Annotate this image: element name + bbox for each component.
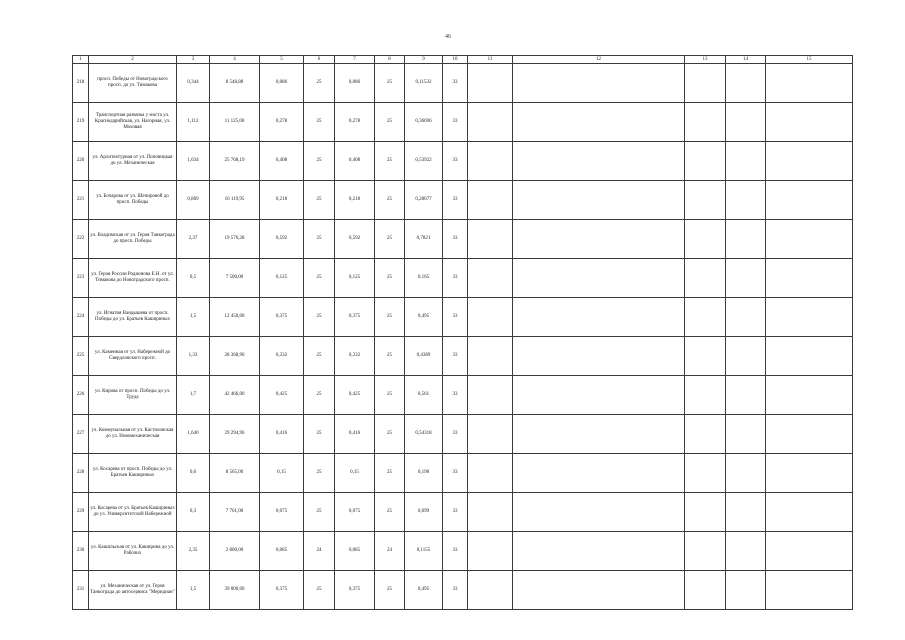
cell-c10: 33: [443, 298, 468, 337]
cell-c7: 0,218: [335, 181, 375, 220]
column-header-4: 4: [210, 56, 260, 64]
cell-c9: 0,28677: [405, 181, 443, 220]
cell-c3: 0,6: [177, 454, 210, 493]
cell-c8: 25: [375, 103, 405, 142]
cell-empty-11: [468, 337, 513, 376]
cell-c10: 33: [443, 493, 468, 532]
cell-c6: 25: [304, 493, 335, 532]
cell-c10: 33: [443, 571, 468, 610]
cell-c7: 0,086: [335, 64, 375, 103]
cell-empty-13: [685, 181, 726, 220]
cell-empty-12: [513, 259, 685, 298]
cell-c9: 0,11532: [405, 64, 443, 103]
column-header-5: 5: [260, 56, 304, 64]
table-row: [73, 493, 853, 532]
cell-c9: 0,54318: [405, 415, 443, 454]
cell-c10: 33: [443, 181, 468, 220]
cell-num: 222: [73, 220, 89, 259]
cell-empty-13: [685, 259, 726, 298]
cell-c4: 25 768,19: [210, 142, 260, 181]
table-row: [73, 259, 853, 298]
cell-empty-12: [513, 532, 685, 571]
cell-empty-13: [685, 415, 726, 454]
cell-empty-11: [468, 493, 513, 532]
cell-empty-15: [766, 532, 853, 571]
cell-num: 230: [73, 532, 89, 571]
cell-empty-11: [468, 220, 513, 259]
table-row: [73, 181, 853, 220]
table-row: [73, 298, 853, 337]
cell-c6: 25: [304, 103, 335, 142]
cell-c4: 28 368,90: [210, 337, 260, 376]
cell-empty-11: [468, 376, 513, 415]
cell-c5: 0,375: [260, 298, 304, 337]
cell-name: ул. Косарева от ул. Братьев Кашириных до ул. Университетской Набережной: [89, 493, 177, 532]
cell-empty-13: [685, 532, 726, 571]
cell-c9: 0,099: [405, 493, 443, 532]
cell-empty-14: [726, 376, 766, 415]
cell-empty-15: [766, 493, 853, 532]
cell-empty-11: [468, 415, 513, 454]
cell-empty-12: [513, 103, 685, 142]
cell-name: ул. Кашильская от ул. Каширина до ул. Рабочих: [89, 532, 177, 571]
column-header-8: 8: [375, 56, 405, 64]
cell-c4: 7 761,00: [210, 493, 260, 532]
cell-empty-13: [685, 493, 726, 532]
cell-c6: 25: [304, 64, 335, 103]
cell-empty-13: [685, 376, 726, 415]
cell-c9: 0,198: [405, 454, 443, 493]
cell-c4: 42 466,00: [210, 376, 260, 415]
cell-empty-12: [513, 571, 685, 610]
cell-empty-11: [468, 64, 513, 103]
cell-c10: 33: [443, 142, 468, 181]
cell-empty-12: [513, 376, 685, 415]
table-row: [73, 220, 853, 259]
cell-empty-14: [726, 493, 766, 532]
cell-c5: 0,075: [260, 493, 304, 532]
cell-empty-15: [766, 571, 853, 610]
cell-c3: 2,35: [177, 532, 210, 571]
cell-name: ул. Архитектурная от ул. Поповицкая до ул. Механическая: [89, 142, 177, 181]
cell-num: 227: [73, 415, 89, 454]
cell-c8: 25: [375, 571, 405, 610]
cell-empty-12: [513, 181, 685, 220]
cell-empty-12: [513, 64, 685, 103]
cell-c9: 0,4389: [405, 337, 443, 376]
cell-c8: 25: [375, 493, 405, 532]
cell-empty-14: [726, 298, 766, 337]
cell-c6: 25: [304, 376, 335, 415]
column-header-15: 15: [766, 56, 853, 64]
cell-c5: 0,278: [260, 103, 304, 142]
cell-c5: 0,125: [260, 259, 304, 298]
column-header-6: 6: [304, 56, 335, 64]
cell-c10: 33: [443, 532, 468, 571]
cell-name: ул. Механическая от ул. Героя Танкограда до автосервиса "Меридиан": [89, 571, 177, 610]
cell-c6: 25: [304, 415, 335, 454]
cell-empty-11: [468, 103, 513, 142]
cell-empty-14: [726, 220, 766, 259]
table-row: [73, 376, 853, 415]
cell-c7: 0,085: [335, 532, 375, 571]
cell-c4: 29 294,96: [210, 415, 260, 454]
cell-c7: 0,425: [335, 376, 375, 415]
table-row: [73, 64, 853, 103]
data-table: [72, 55, 853, 610]
cell-c9: 0,36696: [405, 103, 443, 142]
cell-c6: 25: [304, 337, 335, 376]
cell-c3: 0,869: [177, 181, 210, 220]
cell-name: ул. Коммунальная от ул. Кастиловская до ул. Новомеханическая: [89, 415, 177, 454]
cell-c8: 25: [375, 259, 405, 298]
cell-c9: 0,495: [405, 298, 443, 337]
cell-empty-14: [726, 259, 766, 298]
cell-c4: 8 548,88: [210, 64, 260, 103]
cell-num: 231: [73, 571, 89, 610]
cell-c5: 0,425: [260, 376, 304, 415]
cell-c5: 0,085: [260, 532, 304, 571]
column-header-3: 3: [177, 56, 210, 64]
cell-empty-14: [726, 64, 766, 103]
cell-empty-13: [685, 103, 726, 142]
cell-c10: 33: [443, 220, 468, 259]
cell-empty-15: [766, 259, 853, 298]
cell-c8: 25: [375, 298, 405, 337]
cell-c9: 0,7821: [405, 220, 443, 259]
cell-c5: 0,375: [260, 571, 304, 610]
cell-empty-14: [726, 532, 766, 571]
cell-empty-12: [513, 220, 685, 259]
cell-num: 221: [73, 181, 89, 220]
cell-c8: 24: [375, 532, 405, 571]
cell-c8: 25: [375, 220, 405, 259]
cell-c10: 33: [443, 454, 468, 493]
cell-c8: 25: [375, 454, 405, 493]
cell-empty-14: [726, 337, 766, 376]
cell-c6: 25: [304, 454, 335, 493]
cell-empty-15: [766, 220, 853, 259]
cell-name: просп. Победы от Новоградского просп. до ул. Тимакова: [89, 64, 177, 103]
cell-empty-12: [513, 415, 685, 454]
cell-empty-11: [468, 454, 513, 493]
cell-c4: 39 000,00: [210, 571, 260, 610]
cell-empty-11: [468, 571, 513, 610]
cell-name: Транспортная развязка у моста ул. Краснодарийская, ул. Нагорная, ул. Моховая: [89, 103, 177, 142]
cell-c6: 25: [304, 298, 335, 337]
cell-c5: 0,592: [260, 220, 304, 259]
cell-empty-13: [685, 337, 726, 376]
column-header-11: 11: [468, 56, 513, 64]
cell-empty-11: [468, 181, 513, 220]
cell-name: ул. Кирова от просп. Победы до ул. Труда: [89, 376, 177, 415]
cell-c3: 1,33: [177, 337, 210, 376]
cell-empty-11: [468, 532, 513, 571]
cell-c8: 25: [375, 181, 405, 220]
cell-empty-15: [766, 64, 853, 103]
cell-c4: 7 500,00: [210, 259, 260, 298]
column-header-1: 1: [73, 56, 89, 64]
cell-empty-12: [513, 298, 685, 337]
cell-c9: 0,561: [405, 376, 443, 415]
cell-c7: 0,125: [335, 259, 375, 298]
cell-c10: 33: [443, 376, 468, 415]
cell-name: ул. Бочарова от ул. Шепировой до просп. Победы: [89, 181, 177, 220]
cell-c3: 0,3: [177, 493, 210, 532]
cell-c5: 0,086: [260, 64, 304, 103]
cell-c3: 2,37: [177, 220, 210, 259]
cell-empty-15: [766, 454, 853, 493]
cell-c5: 0,332: [260, 337, 304, 376]
cell-c3: 0,344: [177, 64, 210, 103]
cell-empty-12: [513, 337, 685, 376]
cell-c9: 0,495: [405, 571, 443, 610]
cell-c9: 0,53922: [405, 142, 443, 181]
cell-c8: 25: [375, 337, 405, 376]
cell-empty-12: [513, 454, 685, 493]
cell-empty-12: [513, 142, 685, 181]
cell-c7: 0,332: [335, 337, 375, 376]
cell-num: 223: [73, 259, 89, 298]
cell-empty-14: [726, 571, 766, 610]
cell-c6: 25: [304, 181, 335, 220]
cell-empty-14: [726, 181, 766, 220]
cell-c3: 1,640: [177, 415, 210, 454]
table-row: [73, 571, 853, 610]
cell-c6: 25: [304, 571, 335, 610]
cell-c3: 1,5: [177, 298, 210, 337]
table-row: [73, 142, 853, 181]
cell-name: ул. Владимская от ул. Героя Танкограда до просп. Победы: [89, 220, 177, 259]
cell-c10: 33: [443, 64, 468, 103]
cell-num: 218: [73, 64, 89, 103]
cell-empty-15: [766, 337, 853, 376]
table-row: [73, 337, 853, 376]
cell-c3: 0,5: [177, 259, 210, 298]
cell-c7: 0,408: [335, 142, 375, 181]
cell-c4: 12 450,00: [210, 298, 260, 337]
cell-c3: 1,7: [177, 376, 210, 415]
cell-num: 220: [73, 142, 89, 181]
cell-c5: 0,15: [260, 454, 304, 493]
cell-empty-15: [766, 415, 853, 454]
header-row: [73, 56, 853, 64]
cell-empty-13: [685, 142, 726, 181]
cell-c7: 0,375: [335, 298, 375, 337]
cell-c6: 25: [304, 220, 335, 259]
cell-empty-14: [726, 415, 766, 454]
cell-name: ул. Каменная от ул. Набережной до Свердловского просп.: [89, 337, 177, 376]
cell-c7: 0,278: [335, 103, 375, 142]
cell-num: 224: [73, 298, 89, 337]
cell-c9: 0,1155: [405, 532, 443, 571]
cell-c10: 33: [443, 103, 468, 142]
cell-c7: 0,15: [335, 454, 375, 493]
cell-c4: 11 125,00: [210, 103, 260, 142]
cell-empty-15: [766, 142, 853, 181]
cell-c8: 25: [375, 142, 405, 181]
cell-c8: 25: [375, 64, 405, 103]
cell-name: ул. Игнатия Вандышева от просп. Победы до ул. Братьев Кашириных: [89, 298, 177, 337]
cell-c9: 0,165: [405, 259, 443, 298]
cell-empty-15: [766, 103, 853, 142]
cell-empty-14: [726, 103, 766, 142]
cell-empty-15: [766, 376, 853, 415]
cell-c5: 0,408: [260, 142, 304, 181]
cell-c5: 0,218: [260, 181, 304, 220]
cell-name: ул. Косарева от просп. Победы до ул. Братьев Кашириных: [89, 454, 177, 493]
cell-c10: 33: [443, 337, 468, 376]
cell-empty-15: [766, 298, 853, 337]
cell-empty-13: [685, 571, 726, 610]
cell-c10: 33: [443, 415, 468, 454]
cell-c4: 19 576,28: [210, 220, 260, 259]
column-header-12: 12: [513, 56, 685, 64]
column-header-9: 9: [405, 56, 443, 64]
cell-empty-15: [766, 181, 853, 220]
table-row: [73, 415, 853, 454]
table-row: [73, 103, 853, 142]
cell-c3: 1,5: [177, 571, 210, 610]
cell-c10: 33: [443, 259, 468, 298]
cell-empty-13: [685, 454, 726, 493]
cell-c7: 0,592: [335, 220, 375, 259]
cell-num: 226: [73, 376, 89, 415]
column-header-14: 14: [726, 56, 766, 64]
column-header-7: 7: [335, 56, 375, 64]
cell-c5: 0,416: [260, 415, 304, 454]
cell-c6: 25: [304, 142, 335, 181]
cell-c3: 1,112: [177, 103, 210, 142]
cell-c6: 24: [304, 532, 335, 571]
cell-empty-11: [468, 259, 513, 298]
cell-num: 229: [73, 493, 89, 532]
cell-empty-11: [468, 142, 513, 181]
cell-num: 228: [73, 454, 89, 493]
table-row: [73, 532, 853, 571]
cell-c4: 16 119,95: [210, 181, 260, 220]
cell-c7: 0,075: [335, 493, 375, 532]
page-number: 46: [445, 34, 451, 40]
cell-num: 225: [73, 337, 89, 376]
cell-c6: 25: [304, 259, 335, 298]
cell-c4: 8 565,00: [210, 454, 260, 493]
cell-empty-14: [726, 142, 766, 181]
column-header-2: 2: [89, 56, 177, 64]
cell-empty-13: [685, 298, 726, 337]
cell-name: ул. Героя России Родионова Е.Н. от ул. Тимакова до Новоградского просп.: [89, 259, 177, 298]
cell-empty-13: [685, 220, 726, 259]
cell-num: 219: [73, 103, 89, 142]
table-row: [73, 454, 853, 493]
cell-c7: 0,416: [335, 415, 375, 454]
cell-c4: 2 800,00: [210, 532, 260, 571]
cell-c8: 25: [375, 376, 405, 415]
cell-empty-11: [468, 298, 513, 337]
cell-empty-12: [513, 493, 685, 532]
cell-empty-13: [685, 64, 726, 103]
cell-empty-14: [726, 454, 766, 493]
column-header-13: 13: [685, 56, 726, 64]
cell-c8: 25: [375, 415, 405, 454]
cell-c3: 1,634: [177, 142, 210, 181]
column-header-10: 10: [443, 56, 468, 64]
cell-c7: 0,375: [335, 571, 375, 610]
